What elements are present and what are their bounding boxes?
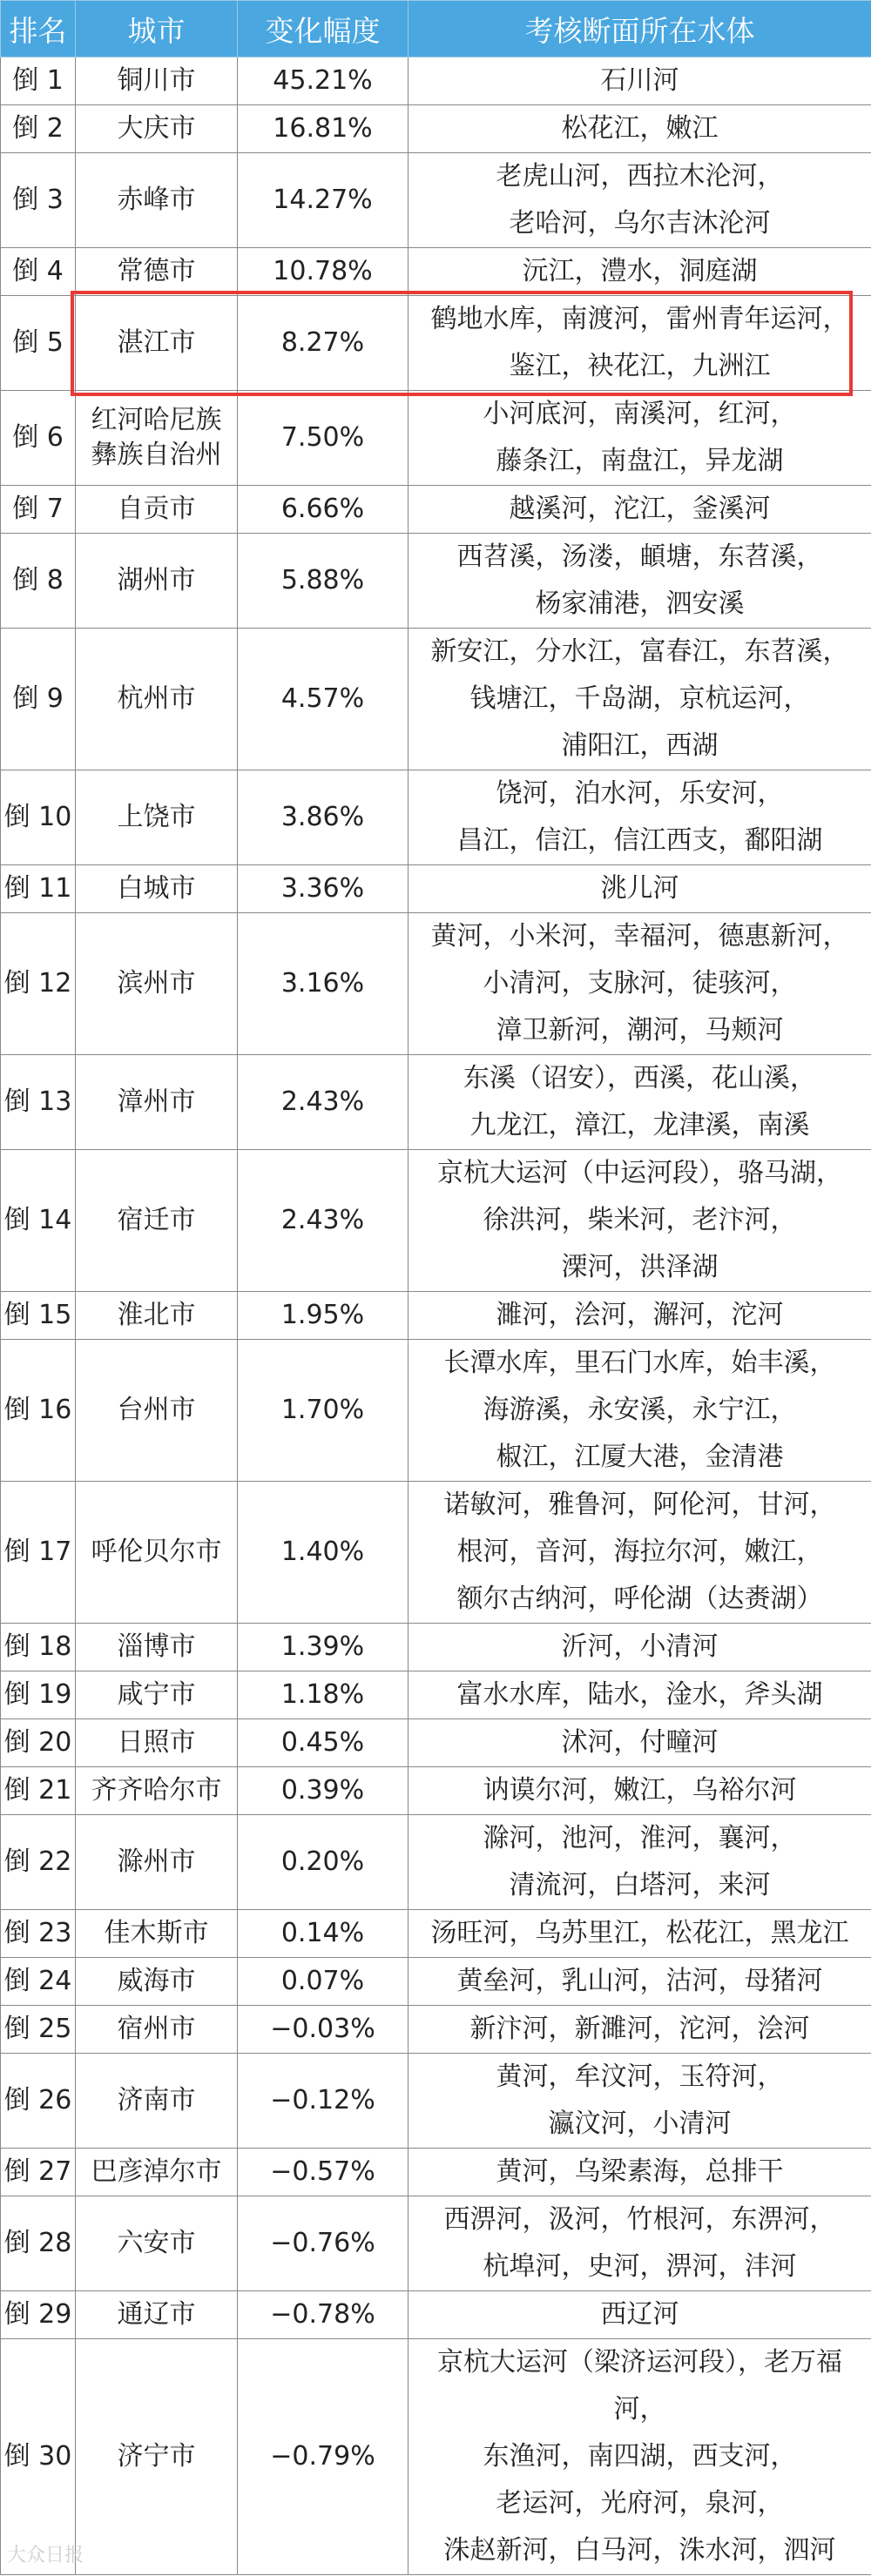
- water-cell: [408, 1340, 871, 1482]
- water-body-line: 沅江，澧水，洞庭湖: [522, 256, 758, 286]
- header-rank: 排名: [1, 1, 76, 57]
- water-body-line: 清流河，白塔河，来河: [509, 1870, 771, 1900]
- city-name-line: 上饶市: [117, 802, 196, 832]
- city-name-line: 台州市: [117, 1395, 196, 1425]
- city-name-line: 白城市: [117, 873, 196, 904]
- rank-cell: 倒 8: [1, 534, 76, 629]
- city-cell: [76, 1340, 238, 1482]
- city-cell: [76, 1719, 238, 1767]
- water-body-line: 东溪（诏安），西溪，花山溪，: [463, 1063, 816, 1093]
- change-cell: 2.43%: [238, 1150, 408, 1292]
- city-cell: [76, 296, 238, 391]
- water-body-line: 新汴河，新濉河，沱河，浍河: [469, 2014, 810, 2044]
- change-cell: 0.07%: [238, 1958, 408, 2006]
- water-cell: [408, 391, 871, 486]
- water-cell: [408, 1671, 871, 1719]
- water-body-line: 老哈河，乌尔吉沐沦河: [509, 208, 771, 239]
- change-cell: 1.70%: [238, 1340, 408, 1482]
- table-body: [1, 57, 871, 2575]
- water-cell: [408, 2339, 871, 2575]
- change-cell: 16.81%: [238, 105, 408, 153]
- rank-cell: 倒 6: [1, 391, 76, 486]
- city-name-line: 济宁市: [117, 2441, 196, 2472]
- water-body-line: 石川河: [600, 65, 679, 96]
- table-row: [1, 248, 871, 296]
- city-cell: [76, 105, 238, 153]
- water-body-line: 黄垒河，乳山河，沽河，母猪河: [456, 1966, 823, 1996]
- water-body-line: 老虎山河，西拉木沦河，: [496, 161, 784, 192]
- rank-cell: 倒 2: [1, 105, 76, 153]
- table-row: [1, 534, 871, 629]
- rank-cell: 倒 7: [1, 486, 76, 534]
- water-body-line: 黄河，牟汶河，玉符河，: [496, 2061, 784, 2092]
- water-cell: [408, 1958, 871, 2006]
- watermark: 大众日报: [7, 2545, 84, 2566]
- table-row: [1, 105, 871, 153]
- rank-cell: 倒 21: [1, 1767, 76, 1815]
- change-cell: 0.45%: [238, 1719, 408, 1767]
- water-cell: [408, 2196, 871, 2291]
- rank-cell: 倒 23: [1, 1910, 76, 1958]
- city-name-line: 湖州市: [117, 565, 196, 595]
- city-name-line: 威海市: [117, 1966, 196, 1996]
- city-cell: [76, 2149, 238, 2196]
- city-cell: [76, 1671, 238, 1719]
- rank-cell: 倒 24: [1, 1958, 76, 2006]
- change-cell: 0.20%: [238, 1815, 408, 1910]
- table-row: [1, 2291, 871, 2339]
- water-cell: [408, 296, 871, 391]
- table-row: [1, 2339, 871, 2575]
- change-cell: 1.18%: [238, 1671, 408, 1719]
- water-cell: [408, 2149, 871, 2196]
- city-name-line: 常德市: [117, 256, 196, 286]
- table-row: [1, 770, 871, 865]
- rank-cell: 倒 5: [1, 296, 76, 391]
- header-water: 考核断面所在水体: [408, 1, 871, 57]
- water-cell: [408, 865, 871, 913]
- city-cell: [76, 1958, 238, 2006]
- city-name-line: 湛江市: [117, 327, 196, 358]
- water-body-line: 京杭大运河（中运河段），骆马湖，: [437, 1158, 842, 1188]
- rank-cell: 倒 14: [1, 1150, 76, 1292]
- water-body-line: 诺敏河，雅鲁河，阿伦河，甘河，: [443, 1490, 836, 1520]
- water-body-line: 昌江，信江，信江西支，鄱阳湖: [456, 825, 823, 856]
- table-row: [1, 1055, 871, 1150]
- city-cell: [76, 629, 238, 770]
- table-row: [1, 2196, 871, 2291]
- city-cell: [76, 2291, 238, 2339]
- city-cell: [76, 391, 238, 486]
- change-cell: −0.78%: [238, 2291, 408, 2339]
- city-cell: [76, 913, 238, 1055]
- rank-cell: 倒 1: [1, 57, 76, 105]
- water-cell: [408, 57, 871, 105]
- city-name-line: 彝族自治州: [91, 440, 222, 470]
- city-name-line: 通辽市: [117, 2299, 196, 2330]
- rank-cell: 倒 27: [1, 2149, 76, 2196]
- water-body-line: 洮儿河: [600, 873, 679, 904]
- change-cell: 5.88%: [238, 534, 408, 629]
- table-row: [1, 57, 871, 105]
- table-row: [1, 1719, 871, 1767]
- water-body-line: 饶河，泊水河，乐安河，: [496, 778, 784, 809]
- rank-cell: 倒 22: [1, 1815, 76, 1910]
- rank-cell: 倒 12: [1, 913, 76, 1055]
- city-cell: [76, 865, 238, 913]
- water-body-line: 长潭水库，里石门水库，始丰溪，: [443, 1348, 836, 1378]
- water-body-line: 越溪河，沱江，釜溪河: [509, 494, 771, 524]
- rank-cell: 倒 10: [1, 770, 76, 865]
- water-cell: [408, 534, 871, 629]
- water-body-line: 瀛汶河，小清河: [548, 2109, 732, 2139]
- rank-cell: 倒 20: [1, 1719, 76, 1767]
- city-name-line: 齐齐哈尔市: [91, 1775, 222, 1806]
- water-cell: [408, 1767, 871, 1815]
- table-row: [1, 1767, 871, 1815]
- water-cell: [408, 486, 871, 534]
- city-name-line: 大庆市: [117, 113, 196, 144]
- water-cell: [408, 153, 871, 248]
- change-cell: 4.57%: [238, 629, 408, 770]
- rank-cell: 倒 16: [1, 1340, 76, 1482]
- water-body-line: 椒江，江厦大港，金清港: [496, 1442, 784, 1472]
- water-body-line: 西辽河: [600, 2299, 679, 2330]
- water-body-line: 洙赵新河，白马河，洙水河，泗河: [443, 2535, 836, 2566]
- change-cell: 10.78%: [238, 248, 408, 296]
- water-cell: [408, 1910, 871, 1958]
- table-row: [1, 1910, 871, 1958]
- rank-cell: 倒 3: [1, 153, 76, 248]
- city-name-line: 咸宁市: [117, 1679, 196, 1710]
- city-cell: [76, 486, 238, 534]
- water-body-line: 溧河，洪泽湖: [561, 1252, 719, 1282]
- water-cell: [408, 1055, 871, 1150]
- city-cell: [76, 534, 238, 629]
- change-cell: −0.12%: [238, 2054, 408, 2149]
- change-cell: 8.27%: [238, 296, 408, 391]
- table-row: [1, 391, 871, 486]
- change-cell: 0.39%: [238, 1767, 408, 1815]
- table-row: [1, 1150, 871, 1292]
- table-row: [1, 2054, 871, 2149]
- water-body-line: 杨家浦港，泗安溪: [535, 589, 745, 619]
- rank-cell: 倒 11: [1, 865, 76, 913]
- table-row: [1, 1671, 871, 1719]
- water-body-line: 浦阳江，西湖: [561, 730, 719, 761]
- water-body-line: 鉴江，袂花江，九洲江: [509, 351, 771, 381]
- change-cell: 3.16%: [238, 913, 408, 1055]
- city-cell: [76, 1055, 238, 1150]
- change-cell: 1.40%: [238, 1482, 408, 1624]
- city-name-line: 呼伦贝尔市: [91, 1537, 222, 1567]
- water-body-line: 额尔古纳河，呼伦湖（达赉湖）: [456, 1584, 823, 1614]
- rank-cell: 倒 19: [1, 1671, 76, 1719]
- water-body-line: 濉河，浍河，澥河，沱河: [496, 1300, 784, 1330]
- water-body-line: 小清河，支脉河，徒骇河，: [483, 968, 797, 999]
- change-cell: 1.39%: [238, 1624, 408, 1671]
- header-city: 城市: [76, 1, 238, 57]
- water-body-line: 西苕溪，汤溇，頔塘，东苕溪，: [456, 541, 823, 572]
- water-cell: [408, 105, 871, 153]
- city-cell: [76, 1767, 238, 1815]
- city-cell: [76, 1910, 238, 1958]
- city-cell: [76, 1482, 238, 1624]
- table-row: [1, 629, 871, 770]
- table-row: [1, 913, 871, 1055]
- water-cell: [408, 629, 871, 770]
- rank-cell: 倒 28: [1, 2196, 76, 2291]
- rank-cell: 倒 30: [1, 2339, 76, 2575]
- city-cell: [76, 1292, 238, 1340]
- city-name-line: 漳州市: [117, 1086, 196, 1117]
- city-name-line: 六安市: [117, 2228, 196, 2258]
- city-name-line: 赤峰市: [117, 185, 196, 215]
- water-body-line: 鹤地水库，南渡河，雷州青年运河，: [430, 304, 849, 334]
- city-cell: [76, 2196, 238, 2291]
- city-cell: [76, 57, 238, 105]
- city-cell: [76, 770, 238, 865]
- table-row: [1, 1815, 871, 1910]
- water-body-line: 徐洪河，柴米河，老汴河，: [483, 1205, 797, 1235]
- change-cell: −0.79%: [238, 2339, 408, 2575]
- city-name-line: 淮北市: [117, 1300, 196, 1330]
- table-row: [1, 296, 871, 391]
- water-cell: [408, 770, 871, 865]
- city-name-line: 巴彦淖尔市: [91, 2156, 222, 2187]
- rank-cell: 倒 29: [1, 2291, 76, 2339]
- rank-cell: 倒 17: [1, 1482, 76, 1624]
- water-body-line: 钱塘江，千岛湖，京杭运河，: [469, 683, 810, 714]
- water-cell: [408, 2006, 871, 2054]
- change-cell: 3.36%: [238, 865, 408, 913]
- city-name-line: 滨州市: [117, 968, 196, 999]
- water-body-line: 讷谟尔河，嫩江，乌裕尔河: [483, 1775, 797, 1806]
- change-cell: −0.76%: [238, 2196, 408, 2291]
- water-body-line: 富水水库，陆水，淦水，斧头湖: [456, 1679, 823, 1710]
- water-body-line: 东渔河，南四湖，西支河，: [483, 2441, 797, 2472]
- rank-cell: 倒 13: [1, 1055, 76, 1150]
- water-body-line: 黄河，乌梁素海，总排干: [496, 2156, 784, 2187]
- city-cell: [76, 2054, 238, 2149]
- water-cell: [408, 1482, 871, 1624]
- water-body-line: 京杭大运河（梁济运河段），老万福河，: [437, 2347, 842, 2425]
- water-body-line: 小河底河，南溪河，红河，: [483, 399, 797, 429]
- rank-cell: 倒 4: [1, 248, 76, 296]
- city-cell: [76, 1150, 238, 1292]
- change-cell: −0.03%: [238, 2006, 408, 2054]
- city-cell: [76, 1624, 238, 1671]
- table-row: [1, 1958, 871, 2006]
- change-cell: 2.43%: [238, 1055, 408, 1150]
- rank-cell: 倒 18: [1, 1624, 76, 1671]
- city-cell: [76, 2006, 238, 2054]
- water-cell: [408, 2291, 871, 2339]
- water-body-line: 根河，音河，海拉尔河，嫩江，: [456, 1537, 823, 1567]
- water-cell: [408, 1150, 871, 1292]
- city-name-line: 杭州市: [117, 683, 196, 714]
- water-body-line: 沭河，付疃河: [561, 1727, 719, 1758]
- table-row: [1, 2006, 871, 2054]
- water-body-line: 沂河，小清河: [561, 1631, 719, 1662]
- water-body-line: 藤条江，南盘江，异龙湖: [496, 446, 784, 476]
- rank-cell: 倒 9: [1, 629, 76, 770]
- city-name-line: 铜川市: [117, 65, 196, 96]
- water-cell: [408, 1815, 871, 1910]
- change-cell: 1.95%: [238, 1292, 408, 1340]
- change-cell: 6.66%: [238, 486, 408, 534]
- table-row: [1, 1482, 871, 1624]
- table-row: [1, 1624, 871, 1671]
- water-body-line: 杭埠河，史河，淠河，沣河: [483, 2251, 797, 2282]
- table-row: [1, 1340, 871, 1482]
- water-cell: [408, 1292, 871, 1340]
- water-cell: [408, 1624, 871, 1671]
- city-name-line: 淄博市: [117, 1631, 196, 1662]
- water-body-line: 新安江，分水江，富春江，东苕溪，: [430, 636, 849, 667]
- table-row: [1, 1292, 871, 1340]
- water-body-line: 黄河，小米河，幸福河，德惠新河，: [430, 921, 849, 952]
- water-cell: [408, 248, 871, 296]
- city-name-line: 宿迁市: [117, 1205, 196, 1235]
- city-name-line: 红河哈尼族: [91, 405, 222, 435]
- rank-cell: 倒 25: [1, 2006, 76, 2054]
- city-name-line: 滁州市: [117, 1846, 196, 1877]
- water-cell: [408, 1719, 871, 1767]
- rank-cell: 倒 15: [1, 1292, 76, 1340]
- change-cell: 45.21%: [238, 57, 408, 105]
- water-body-line: 西淠河，汲河，竹根河，东淠河，: [443, 2204, 836, 2235]
- change-cell: −0.57%: [238, 2149, 408, 2196]
- city-cell: [76, 2339, 238, 2575]
- water-body-line: 松花江，嫩江: [561, 113, 719, 144]
- water-body-line: 老运河，光府河，泉河，: [496, 2488, 784, 2519]
- table-row: [1, 153, 871, 248]
- table-row: [1, 865, 871, 913]
- change-cell: 3.86%: [238, 770, 408, 865]
- water-body-line: 汤旺河，乌苏里江，松花江，黑龙江: [430, 1918, 849, 1948]
- city-name-line: 自贡市: [117, 494, 196, 524]
- city-name-line: 济南市: [117, 2085, 196, 2115]
- water-cell: [408, 2054, 871, 2149]
- water-body-line: 滁河，池河，淮河，襄河，: [483, 1823, 797, 1853]
- city-cell: [76, 248, 238, 296]
- water-body-line: 九龙江，漳江，龙津溪，南溪: [469, 1110, 810, 1140]
- water-body-line: 海游溪，永安溪，永宁江，: [483, 1395, 797, 1425]
- water-cell: [408, 913, 871, 1055]
- city-cell: [76, 1815, 238, 1910]
- table-row: [1, 2149, 871, 2196]
- table-row: [1, 486, 871, 534]
- change-cell: 0.14%: [238, 1910, 408, 1958]
- change-cell: 14.27%: [238, 153, 408, 248]
- city-name-line: 宿州市: [117, 2014, 196, 2044]
- rank-cell: 倒 26: [1, 2054, 76, 2149]
- change-cell: 7.50%: [238, 391, 408, 486]
- city-cell: [76, 153, 238, 248]
- city-name-line: 佳木斯市: [104, 1918, 209, 1948]
- header-change: 变化幅度: [238, 1, 408, 57]
- water-body-line: 漳卫新河，潮河，马颊河: [496, 1015, 784, 1046]
- table-header-row: [1, 1, 871, 57]
- city-name-line: 日照市: [117, 1727, 196, 1758]
